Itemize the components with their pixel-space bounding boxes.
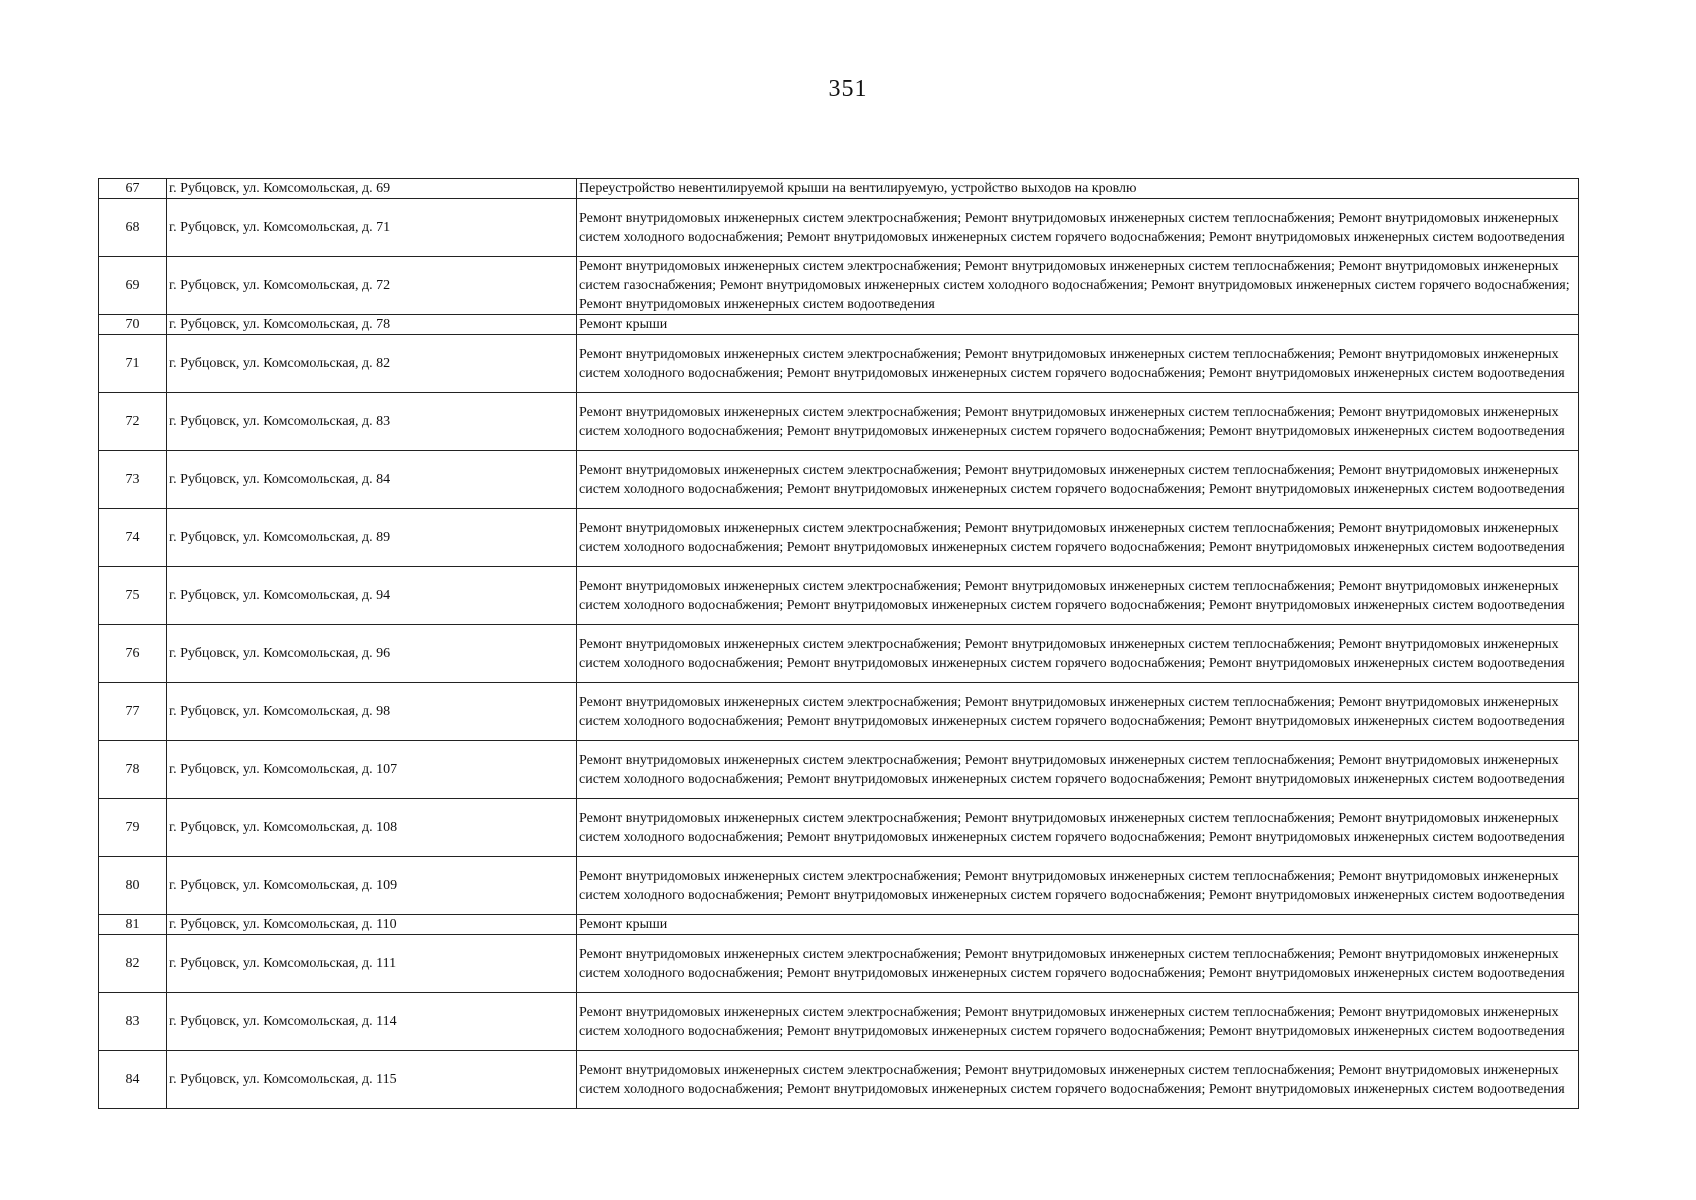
work-description-cell: Ремонт внутридомовых инженерных систем электроснабжения; Ремонт внутридомовых инженерных систем теплоснабжения; Ремонт внутридомовых инженерных систем холодного водоснабжения; Ремонт внутридомовых инженерных систем горячего водоснабжения; Ремонт внутридомовых инженерных систем водоотведения [577, 451, 1579, 509]
table-row [99, 567, 1579, 625]
table-row [99, 683, 1579, 741]
address-cell: г. Рубцовск, ул. Комсомольская, д. 71 [167, 199, 577, 257]
row-number-cell: 83 [99, 993, 167, 1051]
table-row [99, 741, 1579, 799]
address-cell: г. Рубцовск, ул. Комсомольская, д. 114 [167, 993, 577, 1051]
address-cell: г. Рубцовск, ул. Комсомольская, д. 107 [167, 741, 577, 799]
row-number-cell: 69 [99, 257, 167, 315]
address-cell: г. Рубцовск, ул. Комсомольская, д. 83 [167, 393, 577, 451]
row-number-cell: 76 [99, 625, 167, 683]
table-row [99, 335, 1579, 393]
page-number: 351 [828, 76, 868, 102]
table-row [99, 799, 1579, 857]
address-cell: г. Рубцовск, ул. Комсомольская, д. 69 [167, 179, 577, 199]
address-cell: г. Рубцовск, ул. Комсомольская, д. 115 [167, 1051, 577, 1109]
row-number-cell: 82 [99, 935, 167, 993]
address-cell: г. Рубцовск, ул. Комсомольская, д. 89 [167, 509, 577, 567]
address-cell: г. Рубцовск, ул. Комсомольская, д. 82 [167, 335, 577, 393]
work-description-cell: Ремонт внутридомовых инженерных систем электроснабжения; Ремонт внутридомовых инженерных систем теплоснабжения; Ремонт внутридомовых инженерных систем холодного водоснабжения; Ремонт внутридомовых инженерных систем горячего водоснабжения; Ремонт внутридомовых инженерных систем водоотведения [577, 625, 1579, 683]
work-description-cell: Ремонт внутридомовых инженерных систем электроснабжения; Ремонт внутридомовых инженерных систем теплоснабжения; Ремонт внутридомовых инженерных систем холодного водоснабжения; Ремонт внутридомовых инженерных систем горячего водоснабжения; Ремонт внутридомовых инженерных систем водоотведения [577, 799, 1579, 857]
works-table-body [99, 179, 1579, 1109]
table-row [99, 257, 1579, 315]
work-description-cell: Ремонт внутридомовых инженерных систем электроснабжения; Ремонт внутридомовых инженерных систем теплоснабжения; Ремонт внутридомовых инженерных систем холодного водоснабжения; Ремонт внутридомовых инженерных систем горячего водоснабжения; Ремонт внутридомовых инженерных систем водоотведения [577, 857, 1579, 915]
address-cell: г. Рубцовск, ул. Комсомольская, д. 109 [167, 857, 577, 915]
table-row [99, 509, 1579, 567]
row-number-cell: 80 [99, 857, 167, 915]
work-description-cell: Ремонт крыши [577, 315, 1579, 335]
work-description-cell: Ремонт внутридомовых инженерных систем электроснабжения; Ремонт внутридомовых инженерных систем теплоснабжения; Ремонт внутридомовых инженерных систем холодного водоснабжения; Ремонт внутридомовых инженерных систем горячего водоснабжения; Ремонт внутридомовых инженерных систем водоотведения [577, 199, 1579, 257]
work-description-cell: Ремонт внутридомовых инженерных систем электроснабжения; Ремонт внутридомовых инженерных систем теплоснабжения; Ремонт внутридомовых инженерных систем холодного водоснабжения; Ремонт внутридомовых инженерных систем горячего водоснабжения; Ремонт внутридомовых инженерных систем водоотведения [577, 993, 1579, 1051]
address-cell: г. Рубцовск, ул. Комсомольская, д. 108 [167, 799, 577, 857]
table-row [99, 857, 1579, 915]
work-description-cell: Ремонт внутридомовых инженерных систем электроснабжения; Ремонт внутридомовых инженерных систем теплоснабжения; Ремонт внутридомовых инженерных систем холодного водоснабжения; Ремонт внутридомовых инженерных систем горячего водоснабжения; Ремонт внутридомовых инженерных систем водоотведения [577, 393, 1579, 451]
work-description-cell: Ремонт внутридомовых инженерных систем электроснабжения; Ремонт внутридомовых инженерных систем теплоснабжения; Ремонт внутридомовых инженерных систем холодного водоснабжения; Ремонт внутридомовых инженерных систем горячего водоснабжения; Ремонт внутридомовых инженерных систем водоотведения [577, 683, 1579, 741]
work-description-cell: Ремонт внутридомовых инженерных систем электроснабжения; Ремонт внутридомовых инженерных систем теплоснабжения; Ремонт внутридомовых инженерных систем холодного водоснабжения; Ремонт внутридомовых инженерных систем горячего водоснабжения; Ремонт внутридомовых инженерных систем водоотведения [577, 509, 1579, 567]
row-number-cell: 78 [99, 741, 167, 799]
work-description-cell: Переустройство невентилируемой крыши на вентилируемую, устройство выходов на кровлю [577, 179, 1579, 199]
table-row [99, 935, 1579, 993]
row-number-cell: 74 [99, 509, 167, 567]
work-description-cell: Ремонт крыши [577, 915, 1579, 935]
row-number-cell: 75 [99, 567, 167, 625]
work-description-cell: Ремонт внутридомовых инженерных систем электроснабжения; Ремонт внутридомовых инженерных систем теплоснабжения; Ремонт внутридомовых инженерных систем холодного водоснабжения; Ремонт внутридомовых инженерных систем горячего водоснабжения; Ремонт внутридомовых инженерных систем водоотведения [577, 1051, 1579, 1109]
row-number-cell: 67 [99, 179, 167, 199]
table-row [99, 451, 1579, 509]
row-number-cell: 84 [99, 1051, 167, 1109]
address-cell: г. Рубцовск, ул. Комсомольская, д. 94 [167, 567, 577, 625]
row-number-cell: 81 [99, 915, 167, 935]
table-row [99, 393, 1579, 451]
row-number-cell: 77 [99, 683, 167, 741]
row-number-cell: 73 [99, 451, 167, 509]
row-number-cell: 70 [99, 315, 167, 335]
work-description-cell: Ремонт внутридомовых инженерных систем электроснабжения; Ремонт внутридомовых инженерных систем теплоснабжения; Ремонт внутридомовых инженерных систем газоснабжения; Ремонт внутридомовых инженерных систем холодного водоснабжения; Ремонт внутридомовых инженерных систем горячего водоснабжения; Ремонт внутридомовых инженерных систем водоотведения [577, 257, 1579, 315]
address-cell: г. Рубцовск, ул. Комсомольская, д. 72 [167, 257, 577, 315]
table-row [99, 179, 1579, 199]
address-cell: г. Рубцовск, ул. Комсомольская, д. 110 [167, 915, 577, 935]
address-cell: г. Рубцовск, ул. Комсомольская, д. 78 [167, 315, 577, 335]
row-number-cell: 79 [99, 799, 167, 857]
work-description-cell: Ремонт внутридомовых инженерных систем электроснабжения; Ремонт внутридомовых инженерных систем теплоснабжения; Ремонт внутридомовых инженерных систем холодного водоснабжения; Ремонт внутридомовых инженерных систем горячего водоснабжения; Ремонт внутридомовых инженерных систем водоотведения [577, 741, 1579, 799]
address-cell: г. Рубцовск, ул. Комсомольская, д. 96 [167, 625, 577, 683]
table-row [99, 315, 1579, 335]
table-row [99, 625, 1579, 683]
table-row [99, 915, 1579, 935]
row-number-cell: 71 [99, 335, 167, 393]
table-row [99, 993, 1579, 1051]
work-description-cell: Ремонт внутридомовых инженерных систем электроснабжения; Ремонт внутридомовых инженерных систем теплоснабжения; Ремонт внутридомовых инженерных систем холодного водоснабжения; Ремонт внутридомовых инженерных систем горячего водоснабжения; Ремонт внутридомовых инженерных систем водоотведения [577, 335, 1579, 393]
table-row [99, 1051, 1579, 1109]
address-cell: г. Рубцовск, ул. Комсомольская, д. 98 [167, 683, 577, 741]
row-number-cell: 68 [99, 199, 167, 257]
address-cell: г. Рубцовск, ул. Комсомольская, д. 111 [167, 935, 577, 993]
work-description-cell: Ремонт внутридомовых инженерных систем электроснабжения; Ремонт внутридомовых инженерных систем теплоснабжения; Ремонт внутридомовых инженерных систем холодного водоснабжения; Ремонт внутридомовых инженерных систем горячего водоснабжения; Ремонт внутридомовых инженерных систем водоотведения [577, 935, 1579, 993]
work-description-cell: Ремонт внутридомовых инженерных систем электроснабжения; Ремонт внутридомовых инженерных систем теплоснабжения; Ремонт внутридомовых инженерных систем холодного водоснабжения; Ремонт внутридомовых инженерных систем горячего водоснабжения; Ремонт внутридомовых инженерных систем водоотведения [577, 567, 1579, 625]
works-table [98, 178, 1579, 1109]
address-cell: г. Рубцовск, ул. Комсомольская, д. 84 [167, 451, 577, 509]
table-row [99, 199, 1579, 257]
row-number-cell: 72 [99, 393, 167, 451]
